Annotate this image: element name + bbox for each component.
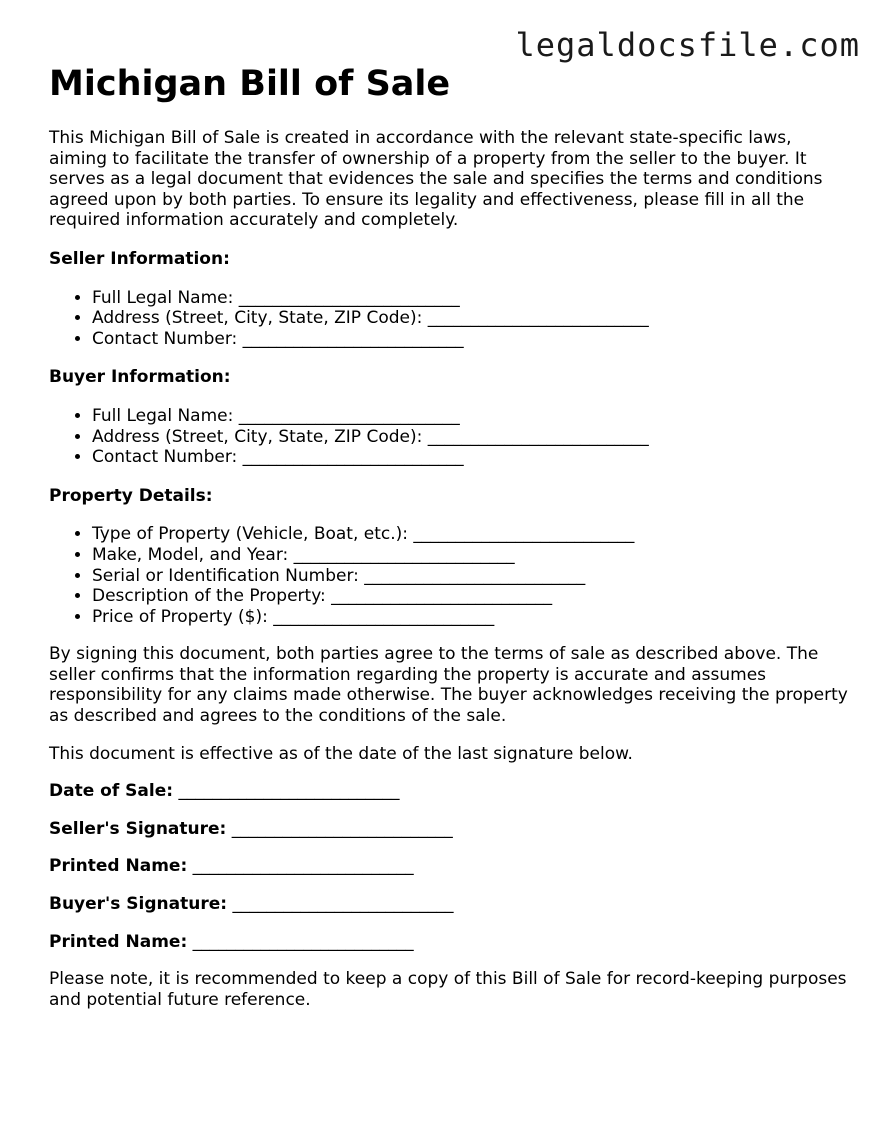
buyer-printed-name-blank[interactable]: __________________________ — [192, 931, 414, 952]
site-watermark: legaldocsfile.com — [515, 26, 860, 64]
document-title: Michigan Bill of Sale — [49, 64, 451, 104]
buyer-signature-blank[interactable]: __________________________ — [232, 894, 454, 915]
property-make-model-year-field[interactable]: • Make, Model, and Year: __________________________ — [92, 545, 849, 566]
date-of-sale-blank[interactable]: __________________________ — [178, 781, 400, 802]
buyer-signature-line[interactable] — [49, 894, 849, 915]
buyer-signature-label: Buyer's Signature: — [49, 894, 228, 915]
property-list — [49, 524, 849, 627]
seller-heading: Seller Information: — [49, 248, 230, 269]
seller-printed-name-blank[interactable]: __________________________ — [192, 856, 414, 877]
seller-address-field[interactable]: • Address (Street, City, State, ZIP Code): __________________________ — [92, 308, 849, 329]
buyer-full-name-field[interactable]: • Full Legal Name: __________________________ — [92, 406, 849, 427]
seller-contact-field[interactable]: • Contact Number: __________________________ — [92, 329, 849, 350]
property-serial-field[interactable]: • Serial or Identification Number: __________________________ — [92, 566, 849, 587]
property-type-field[interactable]: • Type of Property (Vehicle, Boat, etc.): __________________________ — [92, 524, 849, 545]
buyer-contact-field[interactable]: • Contact Number: __________________________ — [92, 447, 849, 468]
buyer-printed-name-line[interactable] — [49, 932, 849, 953]
buyer-address-field[interactable]: • Address (Street, City, State, ZIP Code): __________________________ — [92, 427, 849, 448]
property-price-field[interactable]: • Price of Property ($): __________________________ — [92, 607, 849, 628]
buyer-list — [49, 406, 849, 468]
document-page — [49, 62, 849, 1010]
seller-full-name-field[interactable]: • Full Legal Name: __________________________ — [92, 288, 849, 309]
seller-signature-label: Seller's Signature: — [49, 818, 227, 839]
property-heading: Property Details: — [49, 485, 213, 506]
intro-paragraph: This Michigan Bill of Sale is created in accordance with the relevant state-specific laws, aiming to facilitate the transfer of ownership of a property from the seller to the buyer. It serves as a legal document that evidences the sale and specifies the terms and conditions agreed upon by both parties. To ensure its legality and effectiveness, please fill in all the required information accurately and completely. — [49, 128, 823, 231]
seller-printed-name-line[interactable] — [49, 856, 849, 877]
property-description-field[interactable]: • Description of the Property: __________________________ — [92, 586, 849, 607]
buyer-heading: Buyer Information: — [49, 367, 231, 388]
seller-signature-line[interactable] — [49, 819, 849, 840]
agreement-paragraph: By signing this document, both parties agree to the terms of sale as described above. The seller confirms that the information regarding the property is accurate and assumes responsibility for any claims made otherwise. The buyer acknowledges receiving the property as described and agrees to the conditions of the sale. — [49, 644, 848, 727]
seller-signature-blank[interactable]: __________________________ — [231, 818, 453, 839]
effective-date-paragraph: This document is effective as of the date of the last signature below. — [49, 743, 633, 764]
date-of-sale-label: Date of Sale: — [49, 781, 174, 802]
date-of-sale-line[interactable] — [49, 781, 849, 802]
seller-list — [49, 288, 849, 350]
seller-printed-name-label: Printed Name: — [49, 856, 188, 877]
buyer-printed-name-label: Printed Name: — [49, 931, 188, 952]
record-keeping-note: Please note, it is recommended to keep a copy of this Bill of Sale for record-keeping purposes and potential future reference. — [49, 969, 847, 1010]
